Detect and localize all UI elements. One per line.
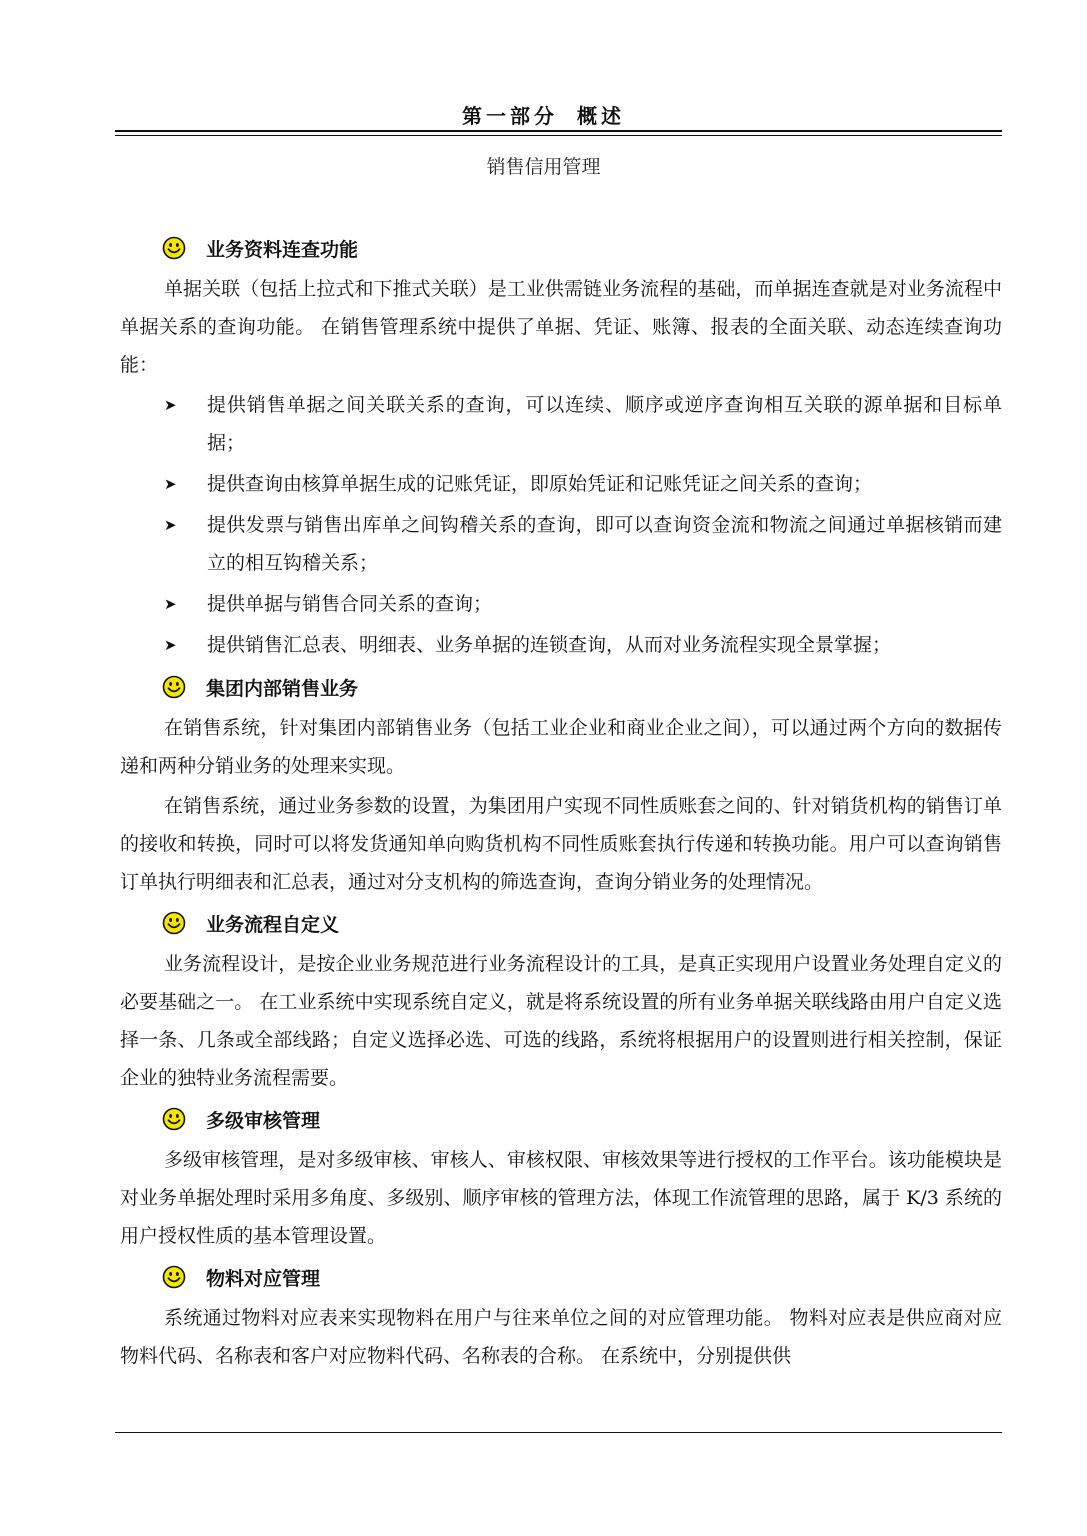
list-item-text: 提供发票与销售出库单之间钩稽关系的查询，即可以查询资金流和物流之间通过单据核销而建立的相互钩稽关系； (207, 514, 1002, 574)
page-subtitle: 销售信用管理 (486, 156, 601, 178)
smiley-icon (162, 1265, 186, 1289)
list-item-text: 提供查询由核算单据生成的记账凭证，即原始凭证和记账凭证之间关系的查询； (207, 473, 873, 495)
body-paragraph: 多级审核管理，是对多级审核、审核人、审核权限、审核效果等进行授权的工作平台。该功能模块是对业务单据处理时采用多角度、多级别、顺序审核的管理方法，体现工作流管理的思路，属于 K/3 系统的用户授权性质的基本管理设置。 (120, 1149, 1002, 1247)
section-heading (120, 1099, 1002, 1139)
document-body (120, 228, 1002, 1377)
body-paragraph: 业务流程设计，是按企业业务规范进行业务流程设计的工具，是真正实现用户设置业务处理自定义的必要基础之一。 在工业系统中实现系统自定义，就是将系统设置的所有业务单据关联线路由用户自定义选择一条、几条或全部线路；自定义选择必选、可选的线路，系统将根据用户的设置则进行相关控制，保证企业的独特业务流程需要。 (120, 953, 1002, 1089)
body-paragraph: 在销售系统，通过业务参数的设置，为集团用户实现不同性质账套之间的、针对销货机构的销售订单的接收和转换，同时可以将发货通知单向购货机构不同性质账套执行传递和转换功能。用户可以查询销售订单执行明细表和汇总表，通过对分支机构的筛选查询，查询分销业务的处理情况。 (120, 795, 1002, 893)
list-item (120, 585, 1002, 623)
section (120, 228, 1002, 664)
smiley-icon (162, 675, 186, 699)
list-item (120, 465, 1002, 503)
body-paragraph: 系统通过物料对应表来实现物料在用户与往来单位之间的对应管理功能。 物料对应表是供应商对应物料代码、名称表和客户对应物料代码、名称表的合称。 在系统中，分别提供供 (120, 1307, 1002, 1367)
section (120, 1257, 1002, 1375)
arrow-bullet-icon: ➤ (164, 396, 177, 414)
page-title: 第一部分 概述 (462, 104, 625, 128)
body-paragraph: 在销售系统，针对集团内部销售业务（包括工业企业和商业企业之间），可以通过两个方向的数据传递和两种分销业务的处理来实现。 (120, 717, 1002, 777)
arrow-bullet-icon: ➤ (164, 516, 177, 534)
body-paragraph: 单据关联（包括上拉式和下推式关联）是工业供需链业务流程的基础，而单据连查就是对业务流程中单据关系的查询功能。 在销售管理系统中提供了单据、凭证、账簿、报表的全面关联、动态连续查询功能： (120, 278, 1002, 376)
list-item-text: 提供销售汇总表、明细表、业务单据的连锁查询，从而对业务流程实现全景掌握； (207, 634, 892, 656)
smiley-icon (162, 911, 186, 935)
footer-rule (115, 1432, 1002, 1433)
header-double-rule (115, 130, 1002, 136)
section-heading-text: 物料对应管理 (206, 1267, 321, 1290)
section-heading (120, 667, 1002, 707)
arrow-bullet-icon: ➤ (164, 475, 177, 493)
section (120, 1099, 1002, 1255)
section-heading (120, 1257, 1002, 1297)
bullet-list (120, 386, 1002, 664)
list-item-text: 提供单据与销售合同关系的查询； (207, 593, 493, 615)
section-heading-text: 业务资料连查功能 (206, 238, 359, 261)
list-item (120, 386, 1002, 462)
arrow-bullet-icon: ➤ (164, 636, 177, 654)
section-heading-text: 多级审核管理 (206, 1109, 321, 1132)
section-heading (120, 228, 1002, 268)
section-heading (120, 903, 1002, 943)
smiley-icon (162, 236, 186, 260)
arrow-bullet-icon: ➤ (164, 595, 177, 613)
section-heading-text: 业务流程自定义 (206, 913, 340, 936)
section (120, 667, 1002, 901)
list-item (120, 626, 1002, 664)
list-item-text: 提供销售单据之间关联关系的查询，可以连续、顺序或逆序查询相互关联的源单据和目标单据； (207, 394, 1002, 454)
section-heading-text: 集团内部销售业务 (206, 677, 359, 700)
list-item (120, 506, 1002, 582)
section (120, 903, 1002, 1097)
smiley-icon (162, 1107, 186, 1131)
